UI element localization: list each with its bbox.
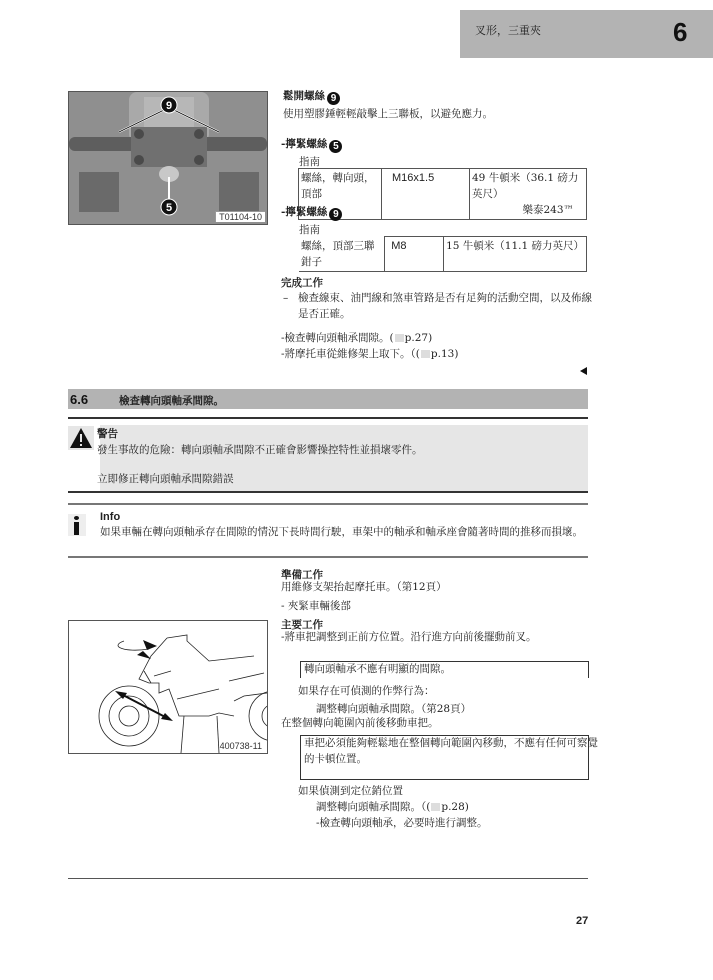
torque-spec-table-2: [299, 236, 587, 272]
page-ref-icon: [421, 350, 430, 358]
page-ref-icon: [395, 334, 404, 342]
main-work-title: 主要工作: [281, 619, 323, 631]
svg-text:9: 9: [165, 100, 173, 112]
motorcycle-diagram: [68, 620, 268, 754]
divider: [68, 417, 588, 419]
info-icon: [68, 514, 86, 536]
torque-cell: 15 牛頓米（11.1 磅力英尺）: [444, 237, 587, 272]
step-tighten-5-title: -擰緊螺絲 5: [281, 137, 342, 153]
thread-cell: M8: [385, 237, 444, 272]
page-ref-icon: [431, 803, 440, 811]
svg-text:5: 5: [165, 202, 173, 214]
callout-9-icon: 9: [329, 208, 342, 221]
handlebar-illustration: [69, 92, 267, 224]
preparation-line2: - 夾緊車輛後部: [281, 600, 351, 612]
check-box-2-line1: 車把必須能夠輕鬆地在整個轉向範圍內移動，不應有任何可察覺: [304, 737, 598, 749]
warning-text: 發生事故的危險：轉向頭軸承間隙不正確會影響操控特性並損壞零件。: [97, 444, 423, 456]
callout-9-icon: 9: [327, 92, 340, 105]
end-marker-icon: [580, 367, 587, 375]
callout-5-icon: 5: [329, 140, 342, 153]
action-1[interactable]: 調整轉向頭軸承間隙。（第28頁）: [316, 703, 472, 715]
check-box-1-text: 轉向頭軸承不應有明顯的間隙。: [304, 663, 451, 675]
divider: [68, 503, 588, 505]
motorcycle-fork-illustration: [69, 621, 267, 753]
guide-label: 指南: [299, 156, 320, 168]
action-3: -檢查轉向頭軸承，必要時進行調整。: [316, 817, 488, 829]
warning-title: 警告: [97, 428, 118, 440]
warning-triangle-icon: [68, 426, 94, 450]
divider: [68, 556, 588, 558]
section-title: 檢查轉向頭軸承間隙。: [119, 395, 224, 407]
finishing-bullet-line2: 是否正確。: [298, 308, 351, 320]
preparation-title: 準備工作: [281, 569, 323, 581]
chapter-title: 叉形，三重夾: [475, 24, 541, 37]
torque-cell: 49 牛頓米（36.1 磅力英尺） 樂泰243™: [470, 169, 587, 220]
bullet-marker: –: [283, 292, 289, 304]
part-cell: 螺絲，轉向頭， 頂部: [299, 169, 382, 220]
info-text: 如果車輛在轉向頭軸承存在間隙的情況下長時間行駛，車架中的軸承和軸承座會隨著時間的推移而損壞。: [100, 526, 583, 538]
ref-check-bearing-play[interactable]: -檢查轉向頭軸承間隙。( p.27): [281, 332, 433, 344]
figure-label: 400738-11: [219, 741, 262, 751]
chapter-number: 6: [673, 17, 688, 47]
guide-label: 指南: [299, 224, 320, 236]
check-box-2-line2: 的卡頓位置。: [304, 753, 367, 765]
warning-action: 立即修正轉向頭軸承間隙錯誤: [97, 473, 234, 485]
info-title: Info: [100, 511, 121, 523]
condition-1: 如果存在可偵測的作弊行為：: [298, 685, 435, 697]
main-work-line1: -將車把調整到正前方位置。沿行進方向前後擺動前叉。: [281, 631, 537, 643]
finishing-bullet-line1: 檢查線束、油門線和煞車管路是否有足夠的活動空間，以及佈線: [298, 292, 592, 304]
page-number: 27: [576, 915, 589, 927]
finishing-title: 完成工作: [281, 277, 323, 289]
main-work-line2: 在整個轉向範圍內前後移動車把。: [281, 717, 439, 729]
footer-divider: [68, 878, 588, 879]
step-loosen-title: 鬆開螺絲 9: [283, 89, 340, 105]
part-cell: 螺絲，頂部三聯 鉗子: [299, 237, 385, 272]
handlebar-photo: [68, 91, 268, 225]
preparation-line1: 用維修支架抬起摩托車。（第12頁）: [281, 581, 447, 593]
step-tighten-9-title: -擰緊螺絲 9: [281, 205, 342, 221]
step-loosen-text: 使用塑膠錘輕輕敲擊上三聯板，以避免應力。: [283, 108, 493, 120]
section-number: 6.6: [70, 392, 89, 407]
divider: [68, 491, 588, 493]
action-2[interactable]: 調整轉向頭軸承間隙。（( p.28): [316, 801, 469, 813]
figure-label: T01104-10: [215, 211, 265, 222]
ref-remove-from-stand[interactable]: -將摩托車從維修架上取下。（( p.13): [281, 348, 459, 360]
condition-2: 如果偵測到定位銷位置: [298, 785, 403, 797]
warning-icon-bg: [68, 426, 94, 450]
thread-cell: M16x1.5: [382, 169, 470, 220]
spacer: [300, 677, 301, 678]
